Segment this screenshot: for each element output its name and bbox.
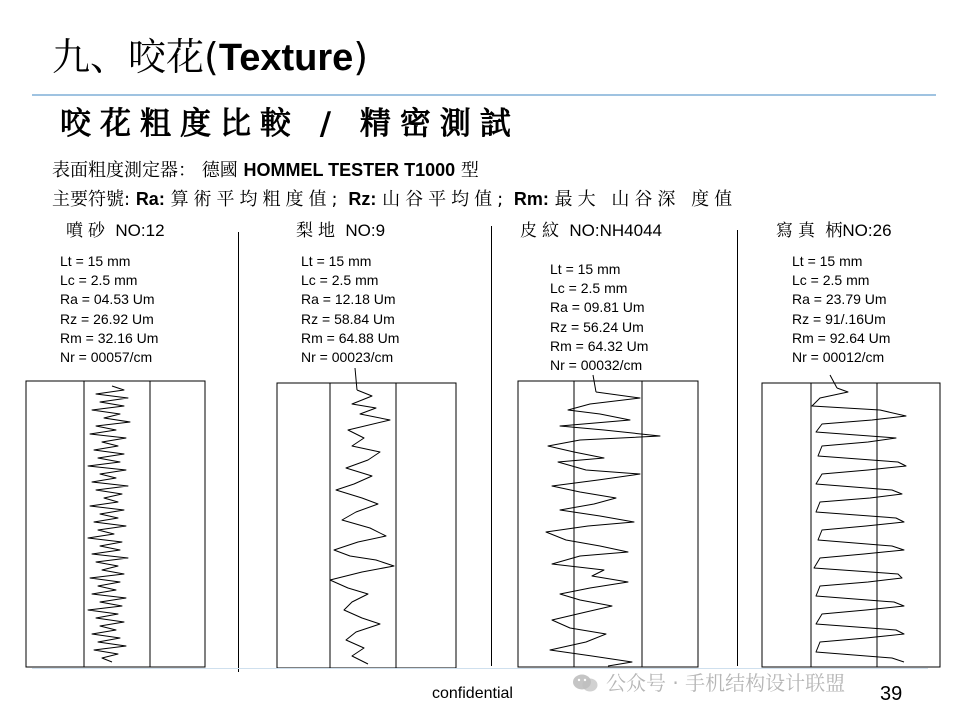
sample-code: 柄NO:26	[825, 221, 892, 240]
param-rz: Rz = 91/.16Um	[792, 310, 886, 327]
profile-trace-photo	[812, 388, 906, 662]
profile-trace-pear-skin	[330, 390, 394, 664]
param-lt: Lt = 15 mm	[60, 253, 131, 269]
ra-key: Ra:	[135, 189, 165, 209]
rm-desc: 最大 山谷深 度值	[554, 189, 738, 210]
profile-frame-photo	[762, 383, 940, 667]
param-ra: Ra = 23.79 Um	[792, 291, 887, 308]
rz-key: Rz:	[348, 189, 377, 209]
param-nr: Nr = 00012/cm	[792, 348, 885, 365]
wechat-icon	[572, 673, 598, 693]
watermark	[572, 670, 845, 696]
param-lc: Lc = 2.5 mm	[60, 272, 138, 289]
leader-line	[593, 375, 596, 392]
param-rm: Rm = 64.32 Um	[550, 337, 649, 354]
param-nr: Nr = 00032/cm	[550, 356, 643, 373]
param-lt: Lt = 15 mm	[550, 261, 621, 277]
profile-trace-leather	[546, 392, 660, 666]
param-rm: Rm = 32.16 Um	[60, 329, 159, 346]
param-ra: Ra = 04.53 Um	[60, 291, 155, 308]
rz-desc: 山谷平均值;	[382, 189, 509, 210]
param-lc: Lc = 2.5 mm	[301, 272, 379, 289]
instrument-model: HOMMEL TESTER T1000	[243, 160, 456, 180]
sample-code: NO:9	[345, 221, 386, 240]
ra-desc: 算術平均粗度值;	[170, 189, 343, 210]
param-rz: Rz = 56.24 Um	[550, 318, 644, 335]
leader-line	[355, 368, 357, 390]
param-lc: Lc = 2.5 mm	[792, 272, 870, 289]
instrument-label: 表面粗度測定器：	[52, 160, 196, 181]
sample-code: NO:NH4044	[569, 221, 663, 240]
sample-name: 寫真	[776, 221, 820, 241]
footer-divider	[32, 668, 928, 669]
param-rm: Rm = 64.88 Um	[301, 329, 400, 346]
leader-line	[830, 375, 837, 388]
page-number: 39	[880, 683, 903, 705]
param-lc: Lc = 2.5 mm	[550, 280, 628, 297]
slide-subtitle: 咬花粗度比較 / 精密測試	[60, 106, 520, 142]
sample-name: 梨地	[296, 221, 340, 241]
title-main: Texture	[218, 37, 354, 79]
watermark-text: 公众号 · 手机结构设计联盟	[606, 671, 846, 695]
rm-key: Rm:	[513, 189, 549, 209]
param-rm: Rm = 92.64 Um	[792, 329, 891, 346]
symbols-label: 主要符號:	[52, 189, 131, 210]
title-suffix: )	[353, 35, 369, 79]
param-lt: Lt = 15 mm	[792, 253, 863, 269]
param-rz: Rz = 58.84 Um	[301, 310, 395, 327]
instrument-origin: 德國	[201, 160, 238, 181]
sample-name: 皮紋	[520, 221, 564, 241]
sample-code: NO:12	[115, 221, 165, 240]
instrument-suffix: 型	[460, 160, 479, 181]
param-nr: Nr = 00057/cm	[60, 348, 153, 365]
param-nr: Nr = 00023/cm	[301, 348, 394, 365]
footer-confidential: confidential	[432, 685, 513, 702]
sample-name: 噴砂	[66, 221, 110, 241]
param-ra: Ra = 12.18 Um	[301, 291, 396, 308]
title-prefix: 九、咬花(	[52, 35, 219, 79]
param-rz: Rz = 26.92 Um	[60, 310, 154, 327]
param-lt: Lt = 15 mm	[301, 253, 372, 269]
profile-trace-sandblast	[88, 386, 130, 662]
param-ra: Ra = 09.81 Um	[550, 299, 645, 316]
